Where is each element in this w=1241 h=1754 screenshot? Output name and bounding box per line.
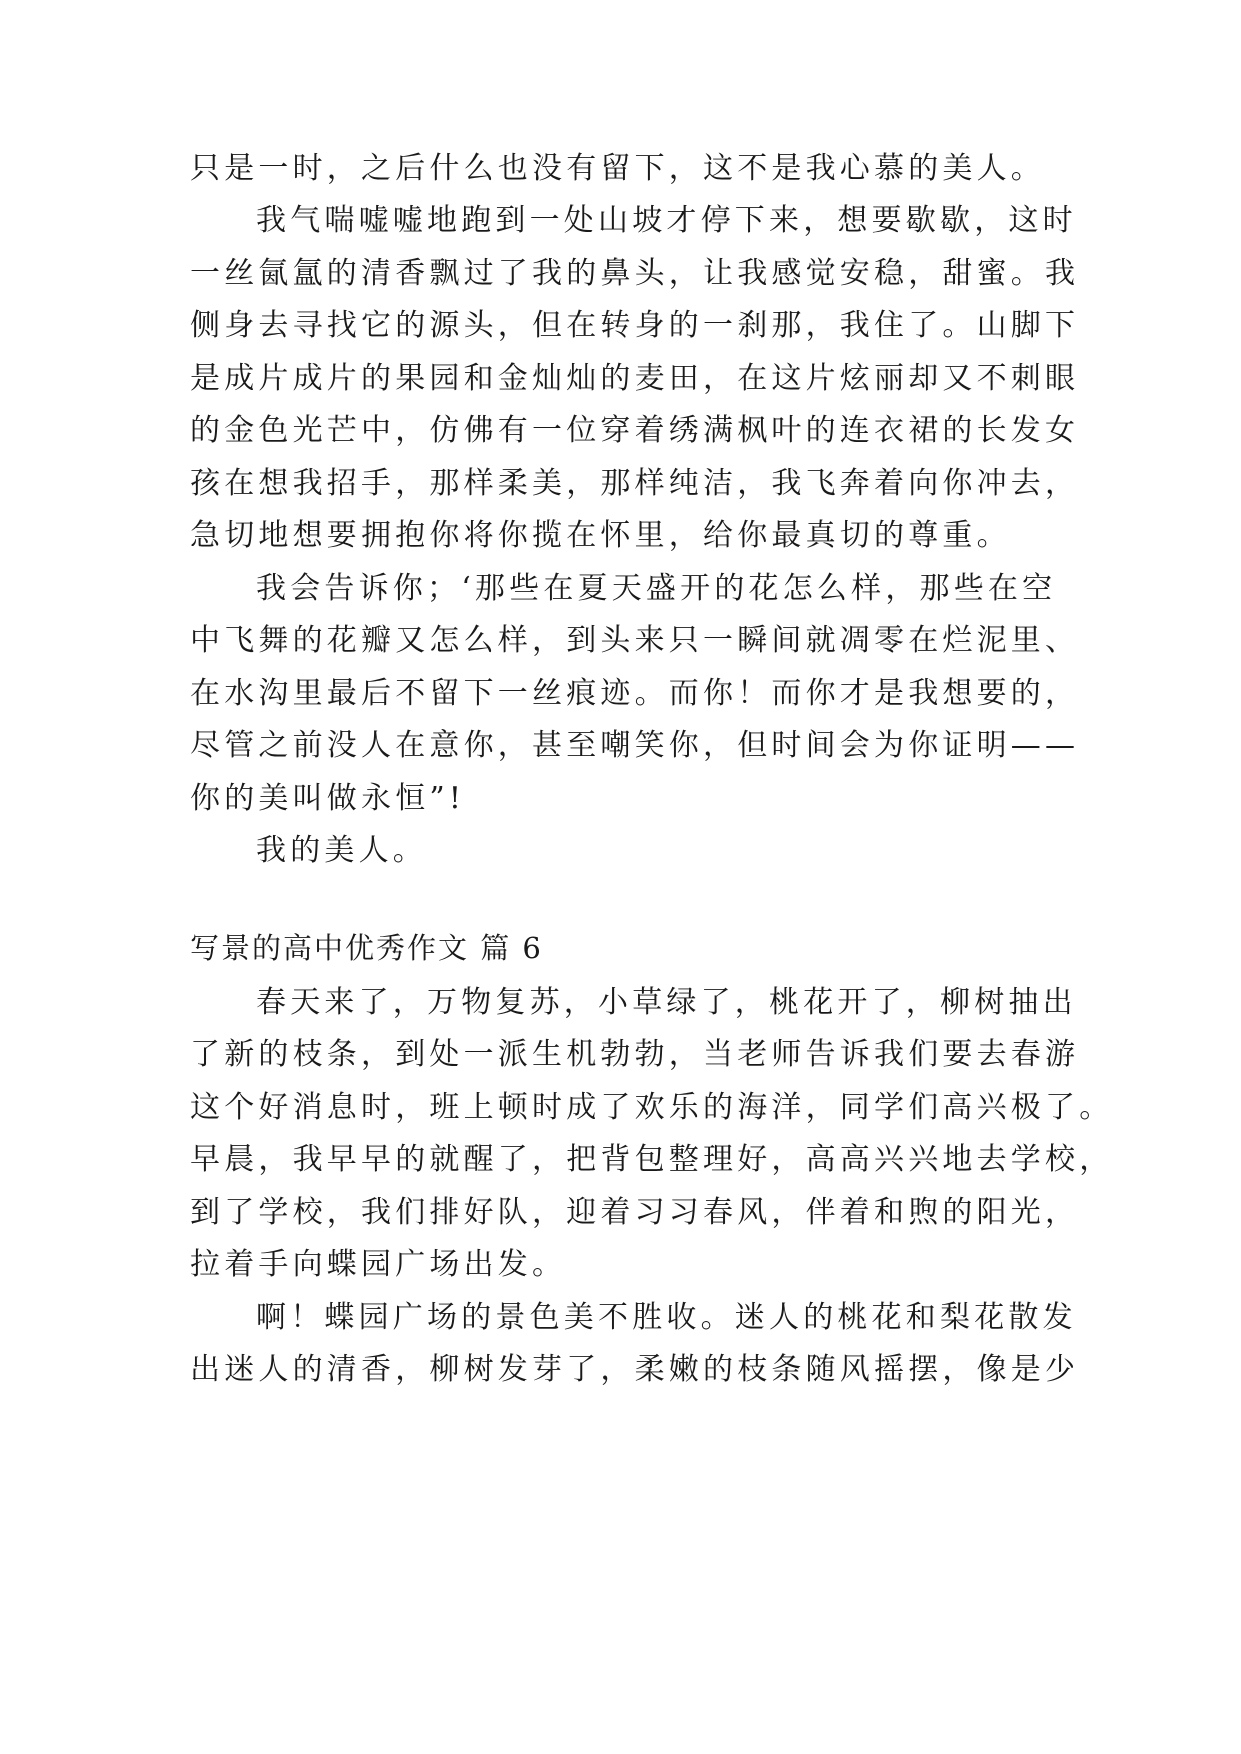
paragraph-start-line: 我会告诉你；‘那些在夏天盛开的花怎么样，那些在空 xyxy=(256,571,1057,606)
text-line: 一丝氤氲的清香飘过了我的鼻头，让我感觉安稳，甜蜜。我 xyxy=(190,256,1080,291)
text-line: 在水沟里最后不留下一丝痕迹。而你！而你才是我想要的， xyxy=(190,676,1080,711)
text-line: 中飞舞的花瓣又怎么样，到头来只一瞬间就凋零在烂泥里、 xyxy=(190,623,1080,658)
text-line: 尽管之前没人在意你，甚至嘲笑你，但时间会为你证明—— xyxy=(190,728,1080,763)
text-line: 拉着手向蝶园广场出发。 xyxy=(190,1247,567,1282)
text-line: 只是一时，之后什么也没有留下，这不是我心慕的美人。 xyxy=(190,151,1045,186)
text-line: 这个好消息时，班上顿时成了欢乐的海洋，同学们高兴极了。 xyxy=(190,1090,1114,1125)
text-line: 的金色光芒中，仿佛有一位穿着绣满枫叶的连衣裙的长发女 xyxy=(190,413,1080,448)
text-line: 是成片成片的果园和金灿灿的麦田，在这片炫丽却又不刺眼 xyxy=(190,361,1080,396)
text-line: 早晨，我早早的就醒了，把背包整理好，高高兴兴地去学校， xyxy=(190,1142,1114,1177)
text-line: 你的美叫做永恒”! xyxy=(190,781,466,816)
paragraph-start-line: 春天来了，万物复苏，小草绿了，桃花开了，柳树抽出 xyxy=(256,985,1077,1020)
text-line: 孩在想我招手，那样柔美，那样纯洁，我飞奔着向你冲去， xyxy=(190,466,1080,501)
text-line: 急切地想要拥抱你将你揽在怀里，给你最真切的尊重。 xyxy=(190,518,1011,553)
text-line: 到了学校，我们排好队，迎着习习春风，伴着和煦的阳光， xyxy=(190,1195,1080,1230)
text-line: 出迷人的清香，柳树发芽了，柔嫩的枝条随风摇摆，像是少 xyxy=(190,1352,1080,1387)
section-heading: 写景的高中优秀作文 篇 6 xyxy=(190,931,543,965)
paragraph-start-line: 我的美人。 xyxy=(256,833,427,868)
text-line: 侧身去寻找它的源头，但在转身的一刹那，我住了。山脚下 xyxy=(190,308,1080,343)
text-line: 了新的枝条，到处一派生机勃勃，当老师告诉我们要去春游 xyxy=(190,1037,1080,1072)
paragraph-start-line: 我气喘嘘嘘地跑到一处山坡才停下来，想要歇歇，这时 xyxy=(256,203,1077,238)
paragraph-start-line: 啊！蝶园广场的景色美不胜收。迷人的桃花和梨花散发 xyxy=(256,1300,1077,1335)
